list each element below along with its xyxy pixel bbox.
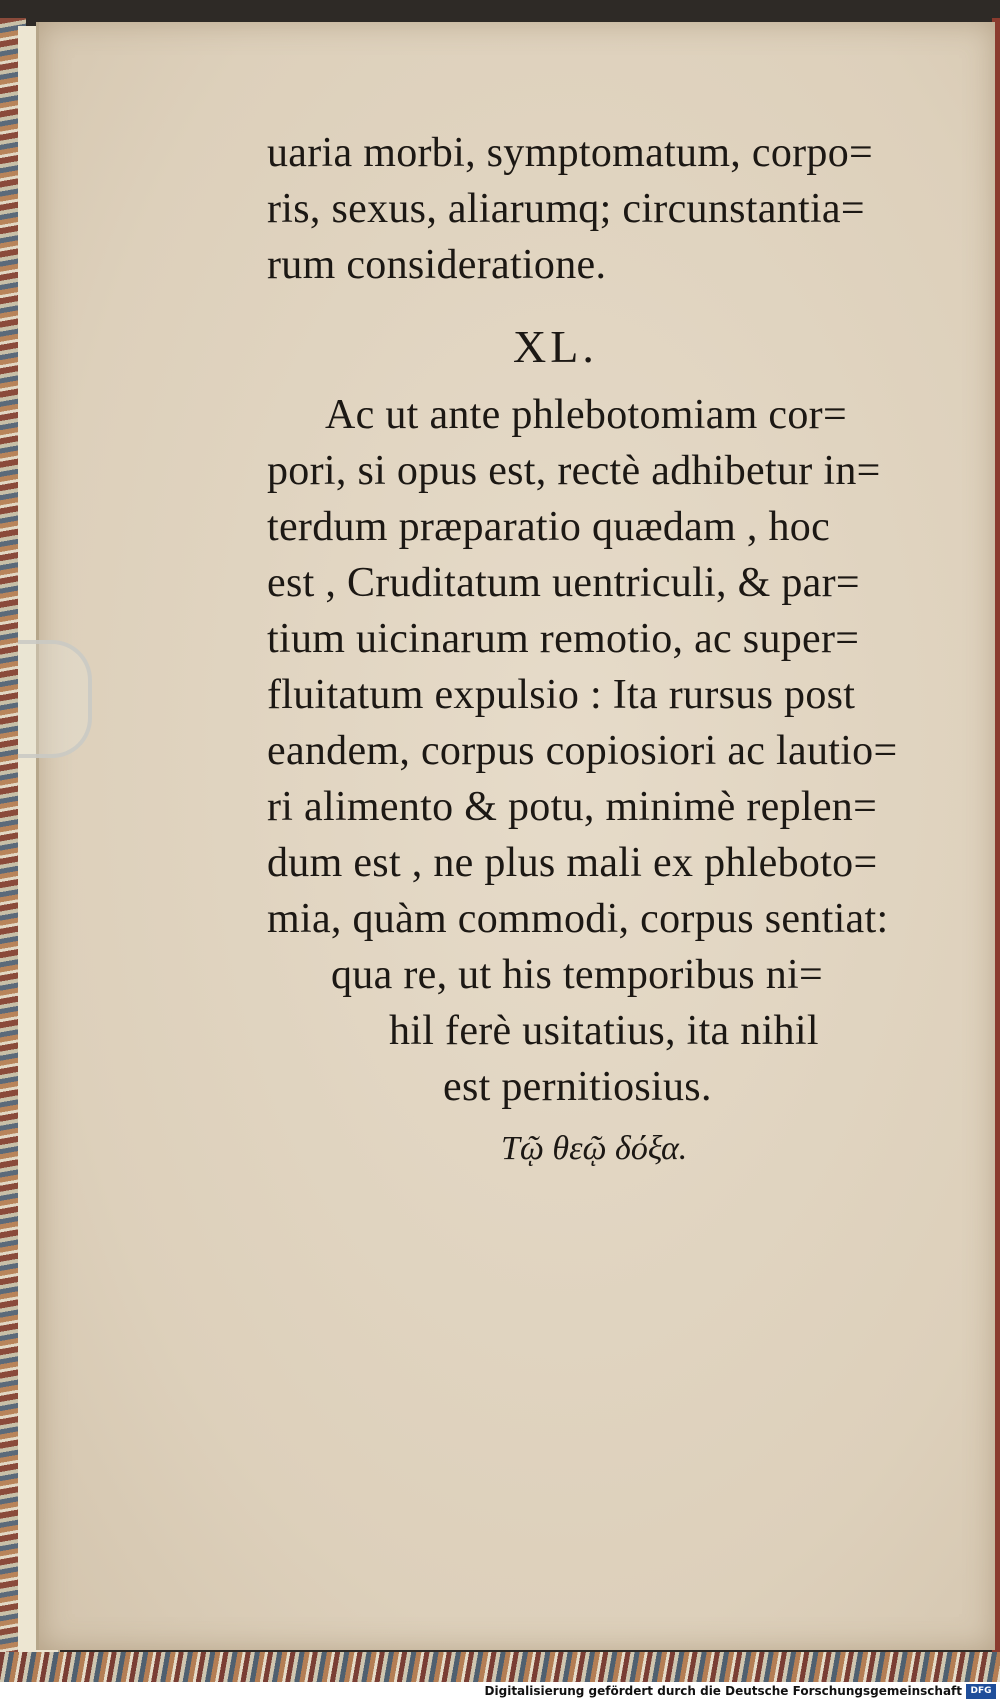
text-line: est pernitiosius. bbox=[443, 1064, 712, 1110]
page-text bbox=[39, 22, 995, 1650]
digitization-footer bbox=[0, 1682, 1000, 1702]
text-line: ri alimento & potu, minimè replen= bbox=[267, 784, 878, 830]
footer-credit: Digitalisierung gefördert durch die Deutsche Forschungsgemeinschaft bbox=[484, 1684, 962, 1698]
text-line: rum consideratione. bbox=[267, 242, 607, 288]
text-line: tium uicinarum remotio, ac super= bbox=[267, 616, 860, 662]
text-line: eandem, corpus copiosiori ac lautio= bbox=[267, 728, 898, 774]
closing-phrase: Τῷ θεῷ δόξα. bbox=[501, 1130, 688, 1167]
text-line: ris, sexus, aliarumq; circunstantia= bbox=[267, 186, 865, 232]
page-clip bbox=[18, 640, 92, 758]
text-line: pori, si opus est, rectè adhibetur in= bbox=[267, 448, 881, 494]
text-line: dum est , ne plus mali ex phleboto= bbox=[267, 840, 878, 886]
book-page bbox=[36, 22, 995, 1650]
text-line: est , Cruditatum uentriculi, & par= bbox=[267, 560, 860, 606]
text-line: mia, quàm commodi, corpus sentiat: bbox=[267, 896, 889, 942]
text-line: terdum præparatio quædam , hoc bbox=[267, 504, 831, 550]
text-line: hil ferè usitatius, ita nihil bbox=[389, 1008, 819, 1054]
dfg-logo: DFG bbox=[966, 1684, 996, 1699]
text-line: Ac ut ante phlebotomiam cor= bbox=[325, 392, 847, 438]
marbled-edge-bottom bbox=[0, 1652, 1000, 1682]
text-line: qua re, ut his temporibus ni= bbox=[331, 952, 823, 998]
text-line: fluitatum expulsio : Ita rursus post bbox=[267, 672, 856, 718]
section-heading: XL. bbox=[513, 321, 598, 372]
text-line: uaria morbi, symptomatum, corpo= bbox=[267, 130, 874, 176]
